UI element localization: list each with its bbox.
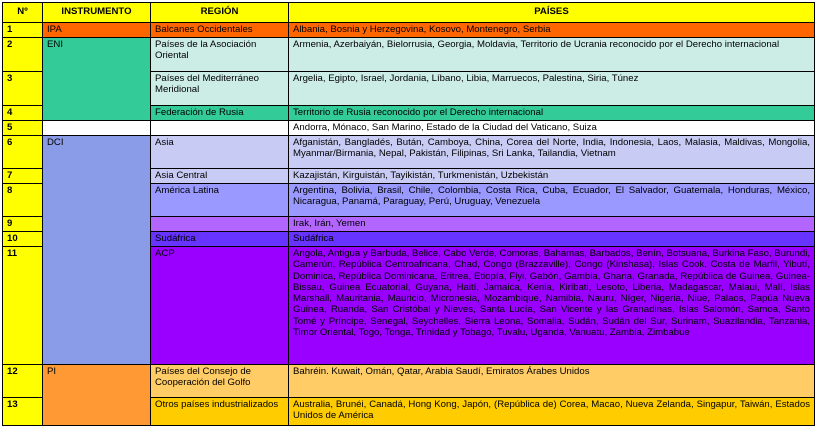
header-instrumento: INSTRUMENTO — [43, 3, 151, 23]
row-number: 3 — [3, 72, 43, 106]
instrument-ipa: IPA — [43, 23, 151, 38]
header-region: REGIÓN — [151, 3, 289, 23]
table-row — [3, 121, 815, 136]
instrument-dci: DCI — [43, 136, 151, 365]
region-cell: Países del Mediterráneo Meridional — [151, 72, 289, 106]
instrument-eni: ENI — [43, 38, 151, 121]
row-number: 7 — [3, 169, 43, 184]
instrument-empty — [43, 121, 151, 136]
row-number: 12 — [3, 365, 43, 398]
countries-cell: Territorio de Rusia reconocido por el Derecho internacional — [289, 106, 815, 121]
row-number: 2 — [3, 38, 43, 72]
region-cell: Otros países industrializados — [151, 398, 289, 426]
countries-cell: Argelia, Egipto, Israel, Jordania, Líbano, Libia, Marruecos, Palestina, Siria, Túnez — [289, 72, 815, 106]
countries-cell: Kazajistán, Kirguistán, Tayikistán, Turkmenistán, Uzbekistán — [289, 169, 815, 184]
countries-cell: Bahréin. Kuwait, Omán, Qatar, Arabia Saudí, Emiratos Árabes Unidos — [289, 365, 815, 398]
region-cell: ACP — [151, 247, 289, 365]
row-number: 10 — [3, 232, 43, 247]
countries-cell: Irak, Irán, Yemen — [289, 217, 815, 232]
row-number: 8 — [3, 184, 43, 217]
region-cell — [151, 217, 289, 232]
header-paises: PAÍSES — [289, 3, 815, 23]
countries-cell: Afganistán, Bangladés, Bután, Camboya, China, Corea del Norte, India, Indonesia, Laos, Malasia, Maldivas, Mongolia, Myanmar/Birmania, Nepal, Pakistán, Filipinas, Sri Lanka, Tailandia, Vietnam — [289, 136, 815, 169]
region-cell: Asia — [151, 136, 289, 169]
row-number: 4 — [3, 106, 43, 121]
row-number: 6 — [3, 136, 43, 169]
country-table — [2, 2, 815, 426]
row-number: 1 — [3, 23, 43, 38]
countries-cell: Argentina, Bolivia, Brasil, Chile, Colombia, Costa Rica, Cuba, Ecuador, El Salvador, Guatemala, Honduras, México, Nicaragua, Panamá, Paraguay, Perú, Uruguay, Venezuela — [289, 184, 815, 217]
region-cell — [151, 121, 289, 136]
row-number: 13 — [3, 398, 43, 426]
region-cell: Asia Central — [151, 169, 289, 184]
row-number: 9 — [3, 217, 43, 232]
table-row — [3, 38, 815, 72]
countries-cell: Australia, Brunéi, Canadá, Hong Kong, Japón, (República de) Corea, Macao, Nueva Zelanda, Singapur, Taiwán, Estados Unidos de América — [289, 398, 815, 426]
header-num: Nº — [3, 3, 43, 23]
region-cell: Sudáfrica — [151, 232, 289, 247]
table-row — [3, 23, 815, 38]
countries-cell: Sudáfrica — [289, 232, 815, 247]
region-cell: Países del Consejo de Cooperación del Golfo — [151, 365, 289, 398]
row-number: 11 — [3, 247, 43, 365]
countries-cell: Albania, Bosnia y Herzegovina, Kosovo, Montenegro, Serbia — [289, 23, 815, 38]
row-number: 5 — [3, 121, 43, 136]
table-row — [3, 136, 815, 169]
instrument-pi: PI — [43, 365, 151, 426]
region-cell: América Latina — [151, 184, 289, 217]
countries-cell: Angola, Antigua y Barbuda, Belice, Cabo Verde, Comoras, Bahamas, Barbados, Benín, Botsuana, Burkina Faso, Burundi, Camerún, República Centroafricana, Chad, Congo (Brazzaville), Congo (Kinshasa), Islas Cook, Costa de Marfil, Yibutí, Dominica, República Dominicana, Eritrea, Etiopía, Fiyi, Gabón, Gambia, Ghana, Granada, República de Guinea, Guinea-Bissau, Guinea Ecuatorial, Guyana, Haití, Jamaica, Kenia, Kiribati, Lesoto, Liberia, Madagascar, Malaui, Malí, Islas Marshall, Mauritania, Mauricio, Micronesia, Mozambique, Namibia, Nauru, Níger, Nigeria, Niue, Palaos, Papúa Nueva Guinea, Ruanda, San Cristóbal y Nieves, Santa Lucía, San Vicente y las Granadinas, Islas Salomón, Samoa, Santo Tomé y Príncipe, Senegal, Seychelles, Sierra Leona, Somalia, Sudán, Sudán del Sur, Surinam, Suazilandia, Tanzania, Timor Oriental, Togo, Tonga, Trinidad y Tobago, Tuvalu, Uganda, Vanuatu, Zambia, Zimbabue — [289, 247, 815, 365]
countries-cell: Armenia, Azerbaiyán, Bielorrusia, Georgia, Moldavia, Territorio de Ucrania reconocido por el Derecho internacional — [289, 38, 815, 72]
region-cell: Federación de Rusia — [151, 106, 289, 121]
countries-cell: Andorra, Mónaco, San Marino, Estado de la Ciudad del Vaticano, Suiza — [289, 121, 815, 136]
header-row — [3, 3, 815, 23]
region-cell: Balcanes Occidentales — [151, 23, 289, 38]
table-row — [3, 365, 815, 398]
region-cell: Países de la Asociación Oriental — [151, 38, 289, 72]
